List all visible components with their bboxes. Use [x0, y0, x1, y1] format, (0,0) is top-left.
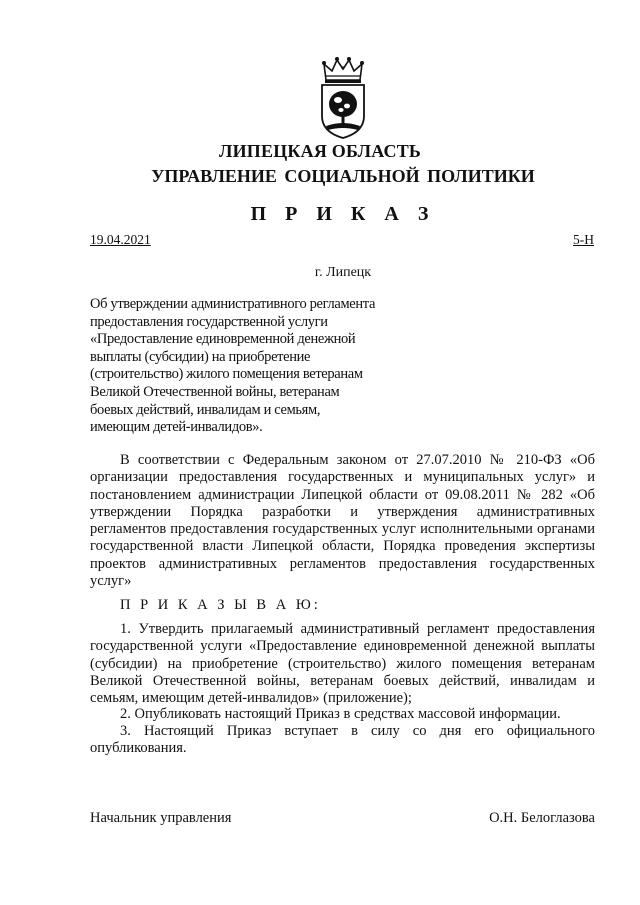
subject-line: Об утверждении административного регламента	[90, 296, 376, 312]
document-city: г. Липецк	[314, 265, 372, 280]
order-word: П Р И К А З Ы В А Ю:	[120, 597, 321, 613]
subject-line: предоставления государственной услуги	[90, 313, 328, 330]
document-date: 19.04.2021	[90, 232, 151, 247]
document-number: 5-Н	[573, 232, 594, 247]
document-subject	[90, 296, 430, 437]
subject-line: «Предоставление единовременной денежной	[90, 331, 356, 348]
preamble-paragraph: В соответствии с Федеральным законом от 27.07.2010 № 210-ФЗ «Об организации предоставления государственных и муниципальных услуг» и постановлением администрации Липецкой области от 09.08.2011 № 282 «Об утверждении Порядка разработки и утверждения административных регламентов предоставления государственных услуг исполнительными органами государственной власти Липецкой области, Порядка проведения экспертизы проектов административных регламентов предоставления государственных услуг»	[90, 452, 595, 590]
subject-line: (строительство) жилого помещения ветеранам	[90, 366, 363, 383]
signatory-position: Начальник управления	[90, 810, 232, 826]
signatory-name: О.Н. Белоглазова	[489, 810, 595, 826]
department-title: УПРАВЛЕНИЕ СОЦИАЛЬНОЙ ПОЛИТИКИ	[151, 166, 535, 186]
region-title: ЛИПЕЦКАЯ ОБЛАСТЬ	[218, 141, 422, 161]
order-item-2: 2. Опубликовать настоящий Приказ в средствах массовой информации.	[120, 706, 561, 722]
document-type: П Р И К А З	[250, 203, 436, 225]
subject-line: Великой Отечественной войны, ветеранам	[90, 383, 340, 400]
subject-line: имеющим детей-инвалидов».	[90, 419, 263, 436]
coat-of-arms-icon	[316, 56, 370, 140]
order-item-1: 1. Утвердить прилагаемый административный регламент предоставления государственной услуги «Предоставление единовременной денежной выплаты (субсидии) на приобретение (строительство) жилого помещения ветеранам Великой Отечественной войны, ветеранам боевых действий, инвалидам и семьям, имеющим детей-инвалидов» (приложение);	[90, 621, 595, 707]
subject-line: боевых действий, инвалидам и семьям,	[90, 401, 321, 418]
order-item-3: 3. Настоящий Приказ вступает в силу со дня его официального опубликования.	[90, 723, 595, 757]
subject-line: выплаты (субсидии) на приобретение	[90, 348, 311, 365]
